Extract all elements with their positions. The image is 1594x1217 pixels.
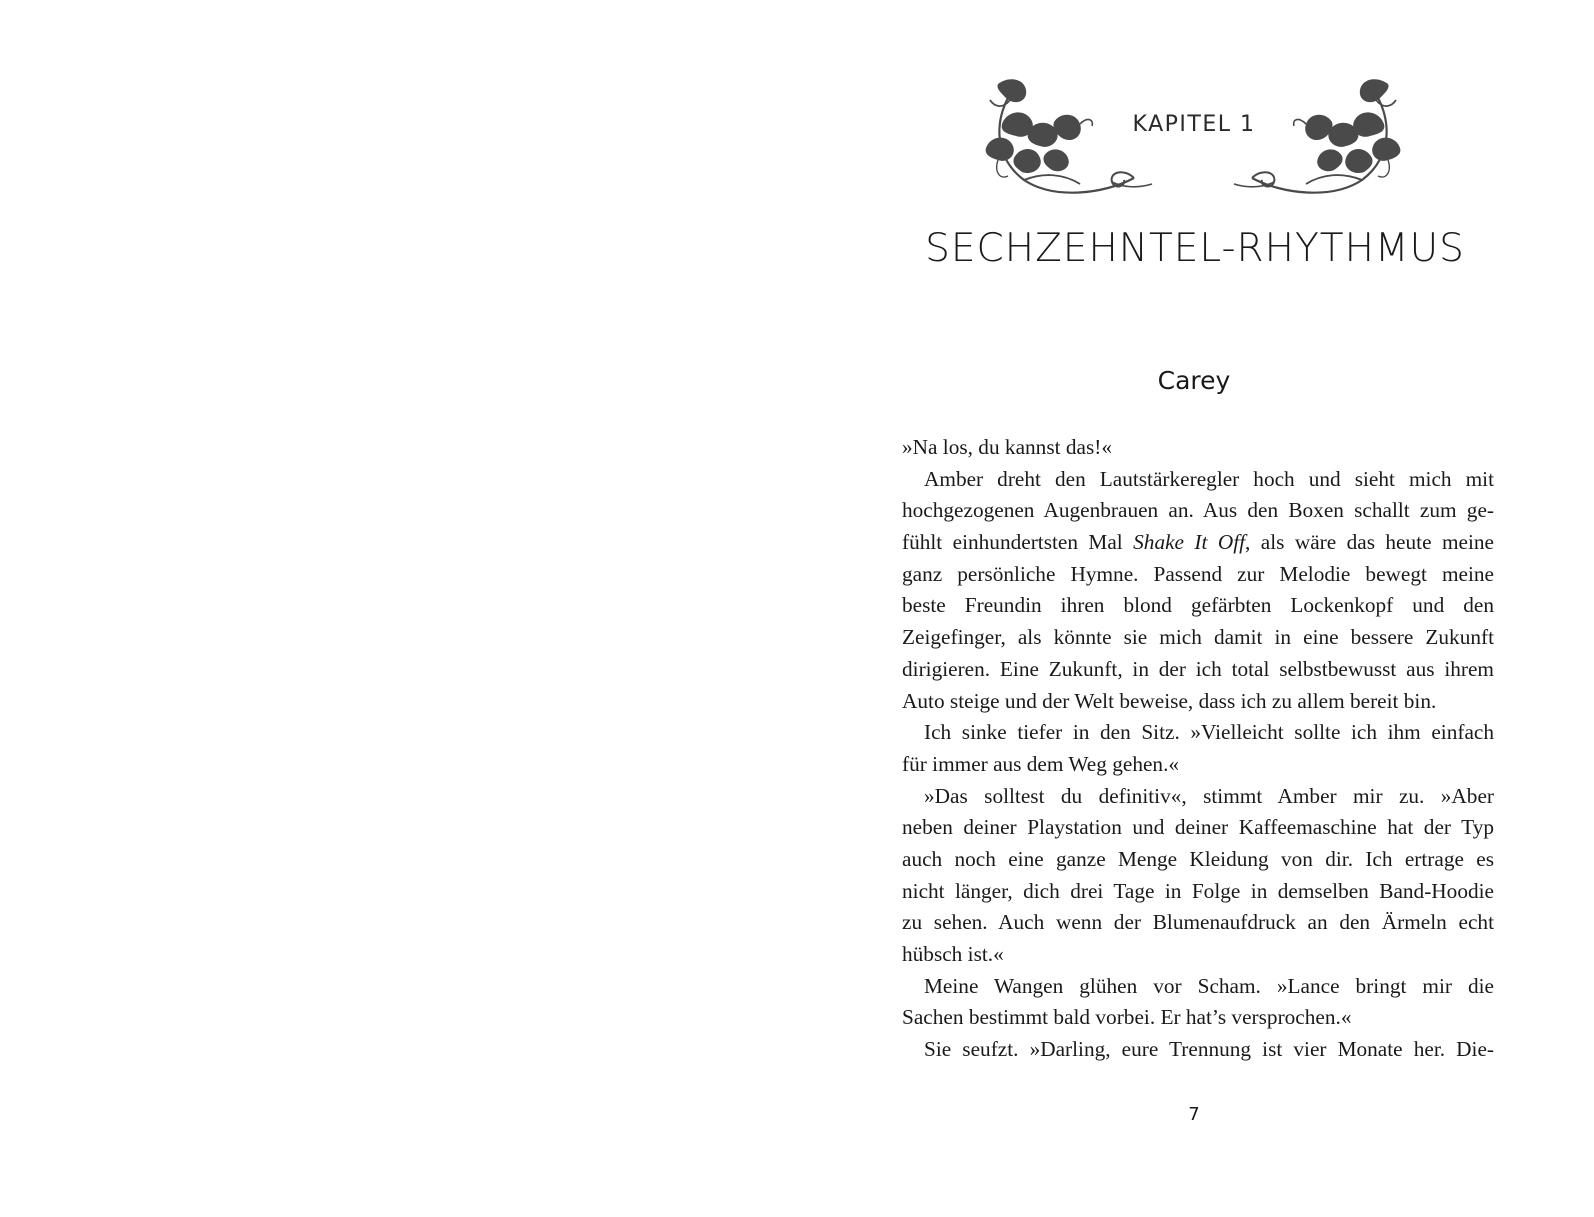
chapter-body-text <box>902 432 1494 1066</box>
text-line: Meine Wangen glühen vor Scham. »Lance bringt mir die <box>924 973 1494 998</box>
text-line: auch noch eine ganze Menge Kleidung von dir. Ich ertrage es <box>902 846 1494 871</box>
text-line: ganz persönliche Hymne. Passend zur Melodie bewegt meine <box>902 561 1494 586</box>
text-line: beste Freundin ihren blond gefärbten Lockenkopf und den <box>902 593 1494 618</box>
floral-vine-ornament-icon <box>984 76 1402 202</box>
pov-character-name: Carey <box>1157 366 1231 395</box>
text-line: Amber dreht den Lautstärkeregler hoch und sieht mich mit <box>924 466 1494 491</box>
text-line: Ich sinke tiefer in den Sitz. »Vielleicht sollte ich ihm einfach <box>924 720 1494 745</box>
text-line: dirigieren. Eine Zukunft, in der ich total selbstbewusst aus ihrem <box>902 656 1494 681</box>
text-line: neben deiner Playstation und deiner Kaffeemaschine hat der Typ <box>902 815 1494 840</box>
text-line: für immer aus dem Weg gehen.« <box>902 751 1180 776</box>
text-line: Sie seufzt. »Darling, eure Trennung ist vier Monate her. Die- <box>924 1037 1494 1062</box>
song-title: Shake It Off <box>1133 530 1246 555</box>
text-run: , als wäre das heute meine <box>1245 530 1494 555</box>
chapter-label: KAPITEL 1 <box>1132 112 1256 137</box>
text-run: fühlt einhundertsten Mal <box>902 530 1134 555</box>
text-line: »Na los, du kannst das!« <box>902 435 1112 459</box>
text-line: nicht länger, dich drei Tage in Folge in demselben Band-Hoodie <box>902 878 1494 903</box>
page-number: 7 <box>1188 1104 1200 1125</box>
text-line: hochgezogenen Augenbrauen an. Aus den Boxen schallt zum ge- <box>902 498 1494 523</box>
text-line: Sachen bestimmt bald vorbei. Er hat’s versprochen.« <box>902 1005 1352 1030</box>
text-line <box>902 527 1494 559</box>
text-line: »Das solltest du definitiv«, stimmt Amber mir zu. »Aber <box>924 783 1494 808</box>
chapter-title: SECHZEHNTEL-RHYTHMUS <box>925 226 1465 271</box>
text-line: Zeigefinger, als könnte sie mich damit in eine bessere Zukunft <box>902 625 1494 650</box>
text-line: Auto steige und der Welt beweise, dass ich zu allem bereit bin. <box>902 688 1437 713</box>
text-line: hübsch ist.« <box>902 942 1004 966</box>
text-line: zu sehen. Auch wenn der Blumenaufdruck an den Ärmeln echt <box>902 910 1494 935</box>
